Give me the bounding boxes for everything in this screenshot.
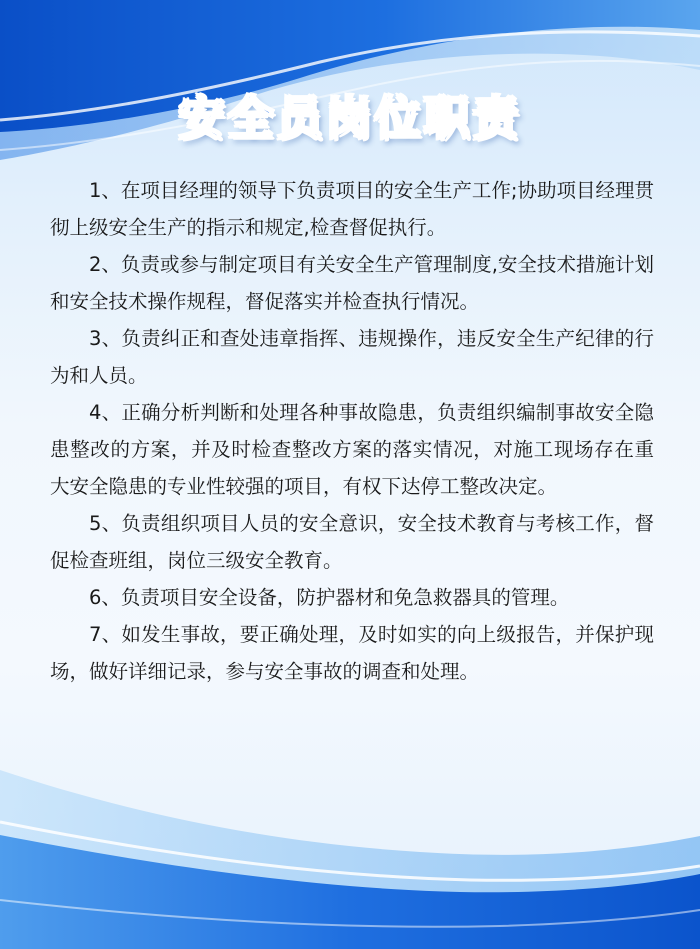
duty-item-5: 5、负责组织项目人员的安全意识，安全技术教育与考核工作，督促检查班组，岗位三级安全教育。 bbox=[50, 512, 654, 572]
page-title: 安全员岗位职责 bbox=[178, 91, 522, 145]
duty-item-4: 4、正确分析判断和处理各种事故隐患，负责组织编制事故安全隐患整改的方案，并及时检查整改方案的落实情况，对施工现场存在重大安全隐患的专业性较强的项目，有权下达停工整改决定。 bbox=[50, 401, 654, 498]
duty-item-6: 6、负责项目安全设备，防护器材和免急救器具的管理。 bbox=[89, 586, 570, 609]
duty-item-2: 2、负责或参与制定项目有关安全生产管理制度,安全技术措施计划和安全技术操作规程，督促落实并检查执行情况。 bbox=[50, 253, 654, 313]
duty-list bbox=[50, 172, 654, 690]
duty-item-1: 1、在项目经理的领导下负责项目的安全生产工作;协助项目经理贯彻上级安全生产的指示和规定,检查督促执行。 bbox=[50, 179, 654, 239]
duty-item-3: 3、负责纠正和查处违章指挥、违规操作，违反安全生产纪律的行为和人员。 bbox=[50, 327, 654, 387]
duty-item-7: 7、如发生事故，要正确处理，及时如实的向上级报告，并保护现场，做好详细记录，参与安全事故的调查和处理。 bbox=[50, 623, 654, 683]
